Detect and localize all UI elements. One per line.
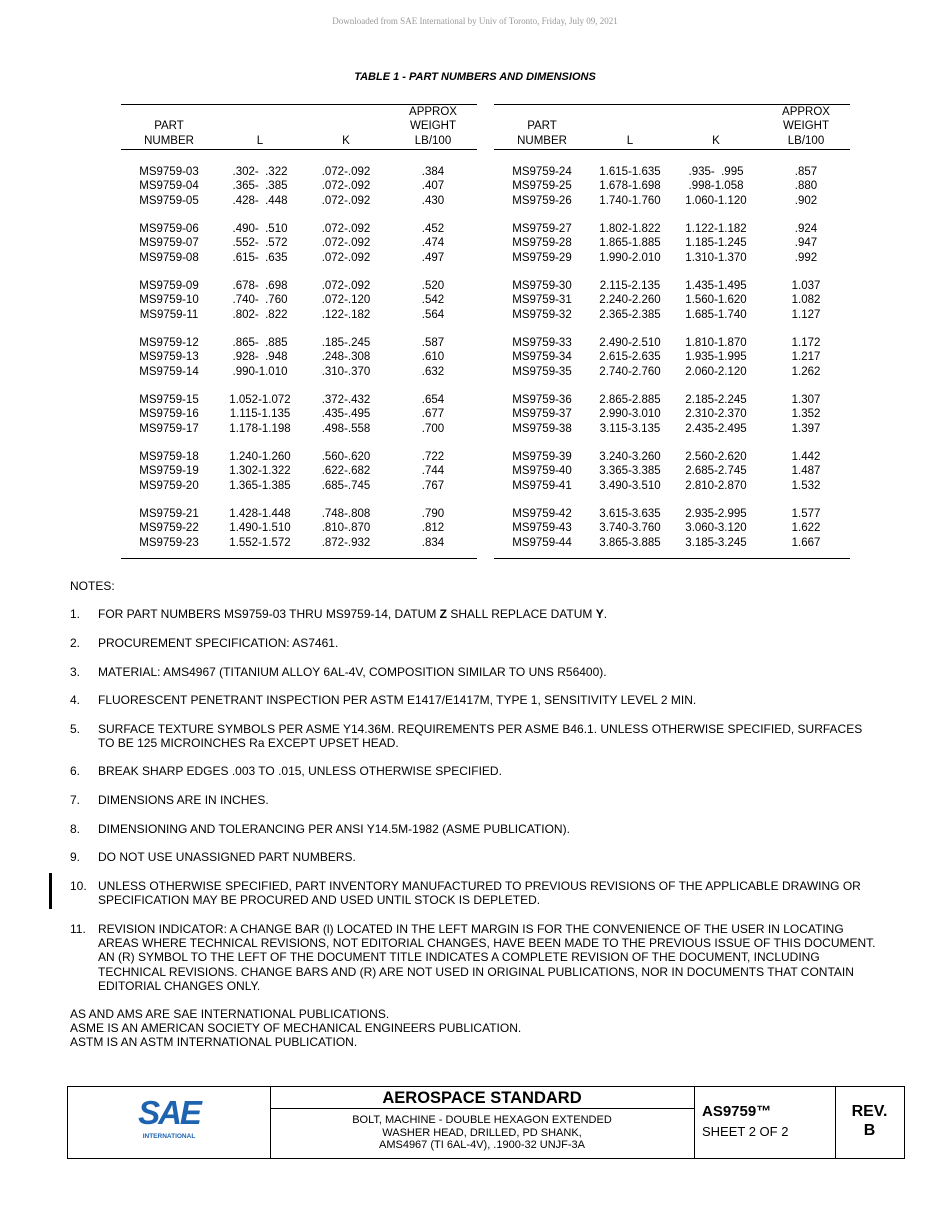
weight-cell: 1.442 [791,450,821,463]
part-number-cell: MS9759-37 [512,408,572,421]
weight-cell: 1.082 [791,294,821,307]
part-number-cell: MS9759-11 [139,308,199,321]
l-cell: 3.490-3.510 [599,479,661,492]
table-row [121,422,477,436]
part-number-cell: MS9759-19 [139,465,199,478]
l-cell: .928- .948 [232,351,288,364]
notes-heading: NOTES: [70,579,115,593]
k-cell: .685-.745 [321,479,371,492]
table-row [494,464,850,478]
table-body [494,165,850,550]
table-row [121,279,477,293]
weight-cell: 1.352 [791,408,821,421]
k-cell: .072-.092 [321,180,371,193]
l-cell: 2.615-2.635 [599,351,661,364]
note-9: 9. DO NOT USE UNASSIGNED PART NUMBERS. [70,850,356,864]
part-number-cell: MS9759-12 [139,336,199,349]
table-title: TABLE 1 - PART NUMBERS AND DIMENSIONS [354,71,596,83]
k-cell: .122-.182 [321,308,371,321]
l-cell: 2.490-2.510 [599,336,661,349]
k-cell: 2.310-2.370 [685,408,747,421]
part-number-cell: MS9759-23 [139,536,199,549]
k-cell: 3.060-3.120 [685,522,747,535]
part-number-cell: MS9759-35 [512,365,572,378]
weight-cell: .834 [421,536,445,549]
note-1: 1. FOR PART NUMBERS MS9759-03 THRU MS9759-14, DATUM Z SHALL REPLACE DATUM Y. [70,607,608,621]
k-cell: 1.060-1.120 [685,194,747,207]
table-row [121,308,477,322]
table-row [494,251,850,265]
part-number-cell: MS9759-10 [139,294,199,307]
table-row [494,194,850,208]
part-number-cell: MS9759-16 [139,408,199,421]
k-cell: .072-.092 [321,279,371,292]
part-table-left [121,104,477,559]
k-cell: .072-.092 [321,166,371,178]
weight-cell: .632 [421,365,445,378]
weight-cell: 1.577 [791,507,821,520]
l-cell: 1.740-1.760 [599,194,661,207]
k-cell: 2.810-2.870 [685,479,747,492]
l-cell: 1.052-1.072 [229,393,291,406]
weight-cell: 1.217 [791,351,821,364]
header-k: K [342,134,350,147]
table-row [494,279,850,293]
part-number-cell: MS9759-36 [512,393,572,406]
part-number-cell: MS9759-08 [139,251,199,264]
k-cell: .622-.682 [321,465,371,478]
l-cell: 1.865-1.885 [599,237,661,250]
note-8: 8. DIMENSIONING AND TOLERANCING PER ANSI Y14.5M-1982 (ASME PUBLICATION). [70,822,570,836]
table-row [494,222,850,236]
note-3: 3. MATERIAL: AMS4967 (TITANIUM ALLOY 6AL-4V, COMPOSITION SIMILAR TO UNS R56400). [70,665,607,679]
part-number-cell: MS9759-31 [512,294,572,307]
part-number-cell: MS9759-27 [512,222,572,235]
k-cell: 3.185-3.245 [685,536,747,549]
publication-line: ASTM IS AN ASTM INTERNATIONAL PUBLICATION. [70,1035,358,1050]
k-cell: .810-.870 [321,522,371,535]
weight-cell: 1.397 [791,422,821,435]
table-row [121,464,477,478]
part-number-cell: MS9759-42 [512,507,572,520]
l-cell: .428- .448 [232,194,288,207]
l-cell: 1.302-1.322 [229,465,291,478]
weight-cell: .880 [794,180,818,193]
part-number-cell: MS9759-03 [139,166,199,178]
note-4: 4. FLUORESCENT PENETRANT INSPECTION PER ASTM E1417/E1417M, TYPE 1, SENSITIVITY LEVEL 2 MIN. [70,693,697,707]
weight-cell: 1.487 [791,465,821,478]
weight-cell: 1.127 [791,308,821,321]
k-cell: 2.060-2.120 [685,365,747,378]
table-row [494,179,850,193]
table-row [121,236,477,250]
weight-cell: .654 [421,393,445,406]
l-cell: 1.178-1.198 [229,422,291,435]
table-row [494,236,850,250]
part-number-cell: MS9759-38 [512,422,572,435]
sae-logo [68,1087,271,1158]
l-cell: .552- .572 [232,237,288,250]
k-cell: .072-.092 [321,222,371,235]
header-part-number: PART NUMBER [517,120,567,147]
header-l: L [256,134,264,147]
part-number-cell: MS9759-17 [139,422,199,435]
revision-value: B [863,1122,876,1139]
table-row [494,507,850,521]
l-cell: .865- .885 [232,336,288,349]
revision [835,1087,904,1158]
l-cell: 1.990-2.010 [599,251,661,264]
part-number-cell: MS9759-09 [139,279,199,292]
k-cell: 1.185-1.245 [685,237,747,250]
l-cell: 3.740-3.760 [599,522,661,535]
table-row [494,407,850,421]
l-cell: .802- .822 [232,308,288,321]
part-number-cell: MS9759-30 [512,279,572,292]
part-number-cell: MS9759-14 [139,365,199,378]
table-row [121,179,477,193]
k-cell: .872-.932 [321,536,371,549]
publication-line: ASME IS AN AMERICAN SOCIETY OF MECHANICAL ENGINEERS PUBLICATION. [70,1021,522,1036]
weight-cell: .497 [421,251,445,264]
header-weight: APPROX WEIGHT LB/100 [782,105,830,147]
table-row [121,365,477,379]
part-number-cell: MS9759-20 [139,479,199,492]
title-block [67,1086,905,1159]
k-cell: 1.122-1.182 [685,222,747,235]
table-row [494,365,850,379]
l-cell: 2.115-2.135 [599,279,661,292]
table-row [494,336,850,350]
l-cell: 3.240-3.260 [599,450,661,463]
table-row [121,450,477,464]
header-weight: APPROX WEIGHT LB/100 [409,105,457,147]
sae-logo-subtext: INTERNATIONAL [142,1133,196,1140]
l-cell: .740- .760 [232,294,288,307]
note-10: 10. UNLESS OTHERWISE SPECIFIED, PART INVENTORY MANUFACTURED TO PREVIOUS REVISIONS OF THE APPLICABLE DRAWING OR SPECIFICATION MAY BE PROCURED AND USED UNTIL STOCK IS DEPLETED. [70,879,861,908]
publications [70,1007,521,1050]
weight-cell: .700 [421,422,445,435]
k-cell: .435-.495 [321,408,371,421]
weight-cell: 1.262 [791,365,821,378]
k-cell: 1.810-1.870 [685,336,747,349]
weight-cell: .520 [421,279,445,292]
part-table-right [494,104,850,559]
weight-cell: .677 [421,408,445,421]
k-cell: .072-.092 [321,194,371,207]
weight-cell: .474 [421,237,445,250]
table-row [494,393,850,407]
table-row [121,293,477,307]
document-number: AS9759™ [702,1103,772,1120]
l-cell: .615- .635 [232,251,288,264]
l-cell: 1.365-1.385 [229,479,291,492]
k-cell: 2.185-2.245 [685,393,747,406]
k-cell: .185-.245 [321,336,371,349]
k-cell: 1.560-1.620 [685,294,747,307]
weight-cell: .384 [421,166,445,178]
sheet-number: SHEET 2 OF 2 [702,1124,789,1139]
table-row [121,507,477,521]
weight-cell: 1.307 [791,393,821,406]
l-cell: 2.865-2.885 [599,393,661,406]
l-cell: .365- .385 [232,180,288,193]
download-watermark: Downloaded from SAE International by Univ of Toronto, Friday, July 09, 2021 [332,16,618,26]
k-cell: .310-.370 [321,365,371,378]
k-cell: .072-.120 [321,294,371,307]
weight-cell: .542 [421,294,445,307]
l-cell: .990-1.010 [232,365,288,378]
table-row [121,536,477,550]
k-cell: .748-.808 [321,507,371,520]
l-cell: 1.490-1.510 [229,522,291,535]
k-cell: .998-1.058 [688,180,744,193]
part-number-cell: MS9759-33 [512,336,572,349]
l-cell: 1.552-1.572 [229,536,291,549]
k-cell: 1.935-1.995 [685,351,747,364]
part-number-cell: MS9759-05 [139,194,199,207]
part-number-cell: MS9759-39 [512,450,572,463]
weight-cell: .452 [421,222,445,235]
weight-cell: .857 [794,166,818,178]
table-header [121,105,477,150]
part-number-cell: MS9759-21 [139,507,199,520]
table-body [121,165,477,550]
k-cell: 1.685-1.740 [685,308,747,321]
l-cell: 1.678-1.698 [599,180,661,193]
part-number-cell: MS9759-07 [139,237,199,250]
l-cell: 2.990-3.010 [599,408,661,421]
k-cell: .372-.432 [321,393,371,406]
note-7: 7. DIMENSIONS ARE IN INCHES. [70,793,269,807]
table-row [494,479,850,493]
l-cell: 3.365-3.385 [599,465,661,478]
header-k: K [712,134,720,147]
l-cell: 1.428-1.448 [229,507,291,520]
part-number-cell: MS9759-13 [139,351,199,364]
l-cell: 3.115-3.135 [599,422,661,435]
weight-cell: .430 [421,194,445,207]
table-row [121,251,477,265]
k-cell: .935- .995 [688,166,744,178]
table-row [121,407,477,421]
part-number-cell: MS9759-32 [512,308,572,321]
part-number-cell: MS9759-41 [512,479,572,492]
weight-cell: .992 [794,251,818,264]
l-cell: 3.865-3.885 [599,536,661,549]
k-cell: .072-.092 [321,237,371,250]
revision-label: REV. [851,1103,888,1120]
weight-cell: .812 [421,522,445,535]
sae-logo-mark: SAE [138,1094,200,1131]
part-number-cell: MS9759-44 [512,536,572,549]
part-number-cell: MS9759-06 [139,222,199,235]
header-part-number: PART NUMBER [144,120,194,147]
note-5: 5. SURFACE TEXTURE SYMBOLS PER ASME Y14.36M. REQUIREMENTS PER ASME B46.1. UNLESS OTHERWISE SPECIFIED, SURFACES TO BE 125 MICROINCHES Ra EXCEPT UPSET HEAD. [70,722,863,751]
weight-cell: .767 [421,479,445,492]
note-11: 11. REVISION INDICATOR: A CHANGE BAR (l) LOCATED IN THE LEFT MARGIN IS FOR THE CONVENIENCE OF THE USER IN LOCATING AREAS WHERE TECHNICAL REVISIONS, NOT EDITORIAL CHANGES, HAVE BEEN MADE TO THE PREVIOUS ISSUE OF THIS DOCUMENT. AN (R) SYMBOL TO THE LEFT OF THE DOCUMENT TITLE INDICATES A COMPLETE REVISION OF THE DOCUMENT, INCLUDING TECHNICAL REVISIONS. CHANGE BARS AND (R) ARE NOT USED IN ORIGINAL PUBLICATIONS, NOR IN DOCUMENTS THAT CONTAIN EDITORIAL CHANGES ONLY. [70,922,876,993]
weight-cell: .790 [421,507,445,520]
weight-cell: 1.172 [791,336,821,349]
l-cell: 2.740-2.760 [599,365,661,378]
weight-cell: .722 [421,450,445,463]
change-bar [49,873,52,909]
table-row [494,450,850,464]
weight-cell: .744 [421,465,445,478]
table-row [121,350,477,364]
l-cell: .490- .510 [232,222,288,235]
l-cell: 1.240-1.260 [229,450,291,463]
standard-type: AEROSPACE STANDARD [270,1087,694,1109]
k-cell: 2.560-2.620 [685,450,747,463]
table-row [494,521,850,535]
table-row [121,194,477,208]
weight-cell: 1.532 [791,479,821,492]
table-row [121,336,477,350]
part-number-cell: MS9759-28 [512,237,572,250]
part-number-cell: MS9759-15 [139,393,199,406]
note-6: 6. BREAK SHARP EDGES .003 TO .015, UNLESS OTHERWISE SPECIFIED. [70,764,502,778]
k-cell: .560-.620 [321,450,371,463]
k-cell: 1.435-1.495 [685,279,747,292]
part-number-cell: MS9759-40 [512,465,572,478]
table-row [494,293,850,307]
table-row [494,308,850,322]
weight-cell: 1.037 [791,279,821,292]
table-row [494,165,850,179]
part-number-cell: MS9759-18 [139,450,199,463]
table-row [121,393,477,407]
weight-cell: .407 [421,180,445,193]
k-cell: 2.435-2.495 [685,422,747,435]
l-cell: 2.240-2.260 [599,294,661,307]
k-cell: 2.935-2.995 [685,507,747,520]
part-number-cell: MS9759-29 [512,251,572,264]
k-cell: .248-.308 [321,351,371,364]
weight-cell: .610 [421,351,445,364]
table-row [121,521,477,535]
k-cell: .072-.092 [321,251,371,264]
l-cell: 1.802-1.822 [599,222,661,235]
k-cell: .498-.558 [321,422,371,435]
weight-cell: .587 [421,336,445,349]
part-number-cell: MS9759-43 [512,522,572,535]
part-number-cell: MS9759-04 [139,180,199,193]
table-row [494,422,850,436]
l-cell: 3.615-3.635 [599,507,661,520]
part-number-cell: MS9759-24 [512,166,572,178]
part-number-cell: MS9759-26 [512,194,572,207]
k-cell: 1.310-1.370 [685,251,747,264]
part-number-cell: MS9759-22 [139,522,199,535]
l-cell: 2.365-2.385 [599,308,661,321]
header-l: L [626,134,634,147]
l-cell: .678- .698 [232,279,288,292]
table-row [494,536,850,550]
l-cell: 1.115-1.135 [229,408,291,421]
publication-line: AS AND AMS ARE SAE INTERNATIONAL PUBLICATIONS. [70,1007,390,1021]
l-cell: .302- .322 [232,166,288,178]
weight-cell: .947 [794,237,818,250]
weight-cell: 1.622 [791,522,821,535]
table-row [494,350,850,364]
k-cell: 2.685-2.745 [685,465,747,478]
table-row [121,165,477,179]
l-cell: 1.615-1.635 [599,166,661,178]
part-number-cell: MS9759-34 [512,351,572,364]
document-description: BOLT, MACHINE - DOUBLE HEXAGON EXTENDED WASHER HEAD, DRILLED, PD SHANK, AMS4967 (TI 6AL-4V), .1900-32 UNJF-3A [352,1114,612,1151]
table-row [121,479,477,493]
weight-cell: .902 [794,194,818,207]
weight-cell: .564 [421,308,445,321]
note-2: 2. PROCUREMENT SPECIFICATION: AS7461. [70,636,339,650]
part-number-cell: MS9759-25 [512,180,572,193]
weight-cell: 1.667 [791,536,821,549]
weight-cell: .924 [794,222,818,235]
table-row [121,222,477,236]
table-header [494,105,850,150]
